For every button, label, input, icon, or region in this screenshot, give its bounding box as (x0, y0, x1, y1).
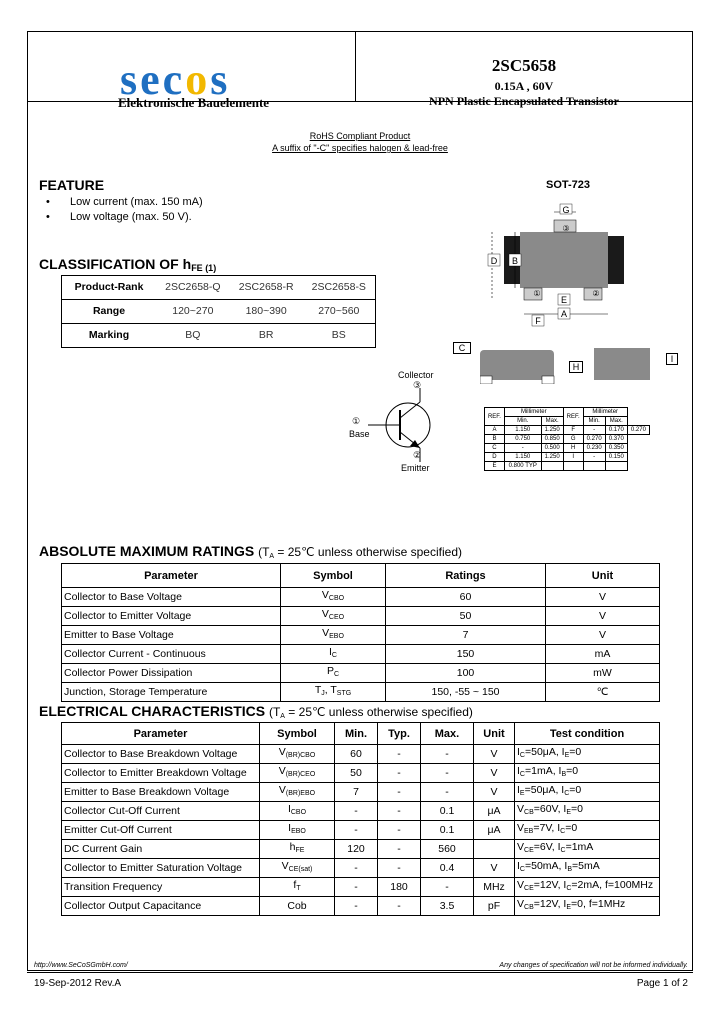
collector-label: Collector (398, 370, 434, 380)
elec-header-parameter: Parameter (62, 723, 260, 745)
dimension-row (485, 426, 650, 435)
collector-pin: ③ (413, 380, 422, 390)
elec-typ: - (378, 840, 421, 859)
elec-row (62, 802, 660, 821)
abs-unit: V (546, 626, 660, 645)
package-body-end (594, 348, 650, 380)
dimension-cell: 0.500 (541, 444, 563, 453)
dimension-row (485, 444, 650, 453)
dim-min-header: Min. (504, 417, 541, 426)
classification-cell: BR (258, 329, 274, 341)
elec-min: 60 (335, 745, 378, 764)
elec-param: Emitter Cut-Off Current (62, 821, 260, 840)
elec-param: Transition Frequency (62, 878, 260, 897)
dimension-cell: 0.850 (541, 435, 563, 444)
elec-min: - (335, 821, 378, 840)
elec-param: Collector to Emitter Breakdown Voltage (62, 764, 260, 783)
footer-divider (27, 972, 693, 973)
dimension-cell: 0.270 (627, 426, 649, 435)
elec-unit: V (474, 783, 515, 802)
dimension-cell: 0.150 (605, 453, 627, 462)
abs-symbol: $P_C$ (281, 664, 386, 683)
elec-row (62, 840, 660, 859)
dim-label-c: C (453, 342, 471, 354)
elec-symbol: Cob (260, 897, 335, 916)
elec-min: - (335, 897, 378, 916)
dimension-cell (541, 462, 563, 471)
elec-test-condition: $V_{CB}=60V$, $I_E=0$ (515, 802, 660, 821)
classification-cell: 2SC2658-S (311, 281, 366, 293)
elec-max: 560 (421, 840, 474, 859)
dimension-cell: 0.350 (605, 444, 627, 453)
abs-header-symbol: Symbol (281, 564, 386, 588)
elec-max: - (421, 764, 474, 783)
elec-param: DC Current Gain (62, 840, 260, 859)
pin-2-mark: ② (592, 289, 600, 298)
elec-symbol: $h_{FE}$ (260, 840, 335, 859)
elec-unit: μA (474, 802, 515, 821)
classification-row (62, 300, 376, 324)
dimension-cell: 0.370 (605, 435, 627, 444)
elec-typ: - (378, 821, 421, 840)
classification-row (62, 276, 376, 300)
elec-title: ELECTRICAL CHARACTERISTICS ($T_A$ = 25℃ unless otherwise specified) (39, 703, 473, 720)
elec-symbol: $V_{(BR)EBO}$ (260, 783, 335, 802)
package-label: SOT-723 (546, 179, 591, 191)
classification-title: CLASSIFICATION OF $h_{FE (1)}$ (39, 256, 217, 273)
elec-unit: V (474, 859, 515, 878)
elec-max: - (421, 745, 474, 764)
classification-cell: BQ (185, 329, 201, 341)
dimension-cell: - (583, 453, 605, 462)
company-logo: secos (120, 55, 231, 104)
dimension-cell: G (563, 435, 583, 444)
dim-label-i: I (666, 353, 678, 365)
classification-label: Marking (88, 329, 130, 341)
rohs-line-2: A suffix of "-C" specifies halogen & lead-free (272, 143, 448, 153)
dim-label-a: A (560, 309, 568, 319)
dimension-cell: I (563, 453, 583, 462)
abs-rating: 100 (386, 664, 546, 683)
elec-test-condition: $I_C=50mA$, $I_B=5mA$ (515, 859, 660, 878)
dimension-cell: C (485, 444, 505, 453)
feature-item-1: • Low current (max. 150 mA) (46, 196, 203, 208)
abs-unit: mW (546, 664, 660, 683)
base-label: Base (349, 429, 370, 439)
package-body-top (520, 232, 608, 288)
abs-unit: V (546, 607, 660, 626)
abs-param: Collector to Emitter Voltage (62, 607, 281, 626)
elec-min: 7 (335, 783, 378, 802)
elec-max: 0.4 (421, 859, 474, 878)
dim-label-g: G (562, 205, 570, 215)
elec-typ: - (378, 745, 421, 764)
abs-symbol: $V_{CEO}$ (281, 607, 386, 626)
elec-unit: pF (474, 897, 515, 916)
elec-typ: - (378, 764, 421, 783)
elec-max: 0.1 (421, 821, 474, 840)
elec-param: Collector to Emitter Saturation Voltage (62, 859, 260, 878)
elec-header-test-condition: Test condition (515, 723, 660, 745)
elec-min: 50 (335, 764, 378, 783)
abs-param: Emitter to Base Voltage (62, 626, 281, 645)
abs-rating: 7 (386, 626, 546, 645)
abs-max-row (62, 626, 660, 645)
package-body-side (480, 350, 554, 380)
dim-mm-header-2: Millimeter (583, 408, 627, 417)
abs-unit: V (546, 588, 660, 607)
abs-rating: 60 (386, 588, 546, 607)
dim-max-header-2: Max. (605, 417, 627, 426)
elec-symbol: $I_{CBO}$ (260, 802, 335, 821)
elec-typ: - (378, 783, 421, 802)
classification-cell: 2SC2658-Q (165, 281, 221, 293)
dimension-cell: 0.750 (504, 435, 541, 444)
elec-test-condition: $V_{CE}=12V$, $I_C=2mA$, f=100MHz (515, 878, 660, 897)
dim-label-e: E (560, 295, 568, 305)
elec-unit: V (474, 764, 515, 783)
elec-row (62, 821, 660, 840)
elec-test-condition: $I_E=50\mu A$, $I_C=0$ (515, 783, 660, 802)
elec-header-min: Min. (335, 723, 378, 745)
footer-date: 19-Sep-2012 Rev.A (34, 978, 122, 989)
footer-url[interactable]: http://www.SeCoSGmbH.com/ (34, 962, 128, 969)
rohs-line-1: RoHS Compliant Product (309, 131, 411, 141)
classification-cell: 270~560 (318, 305, 360, 317)
abs-header-unit: Unit (546, 564, 660, 588)
dim-label-b: B (511, 256, 519, 266)
classification-label: Range (92, 305, 126, 317)
elec-test-condition: $V_{CE}=6V$, $I_C=1mA$ (515, 840, 660, 859)
base-pin: ① (352, 416, 361, 426)
dimension-cell: B (485, 435, 505, 444)
dimension-cell: 1.250 (541, 453, 563, 462)
dim-ref-header-2: REF. (563, 408, 583, 426)
elec-param: Emitter to Base Breakdown Voltage (62, 783, 260, 802)
abs-symbol: $I_C$ (281, 645, 386, 664)
elec-symbol: $V_{CE(sat)}$ (260, 859, 335, 878)
elec-param: Collector Output Capacitance (62, 897, 260, 916)
elec-typ: 180 (378, 878, 421, 897)
elec-typ: - (378, 897, 421, 916)
elec-test-condition: $V_{EB}=7V$, $I_C=0$ (515, 821, 660, 840)
emitter-pin: ② (413, 450, 422, 460)
abs-max-row (62, 645, 660, 664)
classification-cell: 120~270 (172, 305, 214, 317)
part-description: NPN Plastic Encapsulated Transistor (429, 94, 619, 108)
abs-unit: mA (546, 645, 660, 664)
elec-param: Collector to Base Breakdown Voltage (62, 745, 260, 764)
package-outline-drawing (480, 198, 650, 384)
abs-max-row (62, 664, 660, 683)
elec-row (62, 764, 660, 783)
elec-test-condition: $V_{CB}=12V$, $I_E=0$, f=1MHz (515, 897, 660, 916)
part-rating: 0.15A , 60V (494, 79, 554, 93)
dimension-cell (563, 462, 583, 471)
dimension-table (484, 407, 650, 471)
abs-symbol: $V_{EBO}$ (281, 626, 386, 645)
elec-min: - (335, 878, 378, 897)
part-number: 2SC5658 (491, 56, 557, 75)
abs-unit: ℃ (546, 683, 660, 702)
abs-symbol: $V_{CBO}$ (281, 588, 386, 607)
abs-max-row (62, 607, 660, 626)
dimension-cell (605, 462, 627, 471)
dim-min-header-2: Min. (583, 417, 605, 426)
dimension-cell: 1.150 (504, 453, 541, 462)
dimension-cell: - (583, 426, 605, 435)
abs-rating: 150 (386, 645, 546, 664)
elec-header-unit: Unit (474, 723, 515, 745)
elec-max: - (421, 783, 474, 802)
abs-param: Collector Power Dissipation (62, 664, 281, 683)
pin-3-mark: ③ (562, 224, 570, 233)
dim-ref-header: REF. (485, 408, 505, 426)
dimension-cell: 0.170 (605, 426, 627, 435)
dimension-cell (583, 462, 605, 471)
elec-min: - (335, 859, 378, 878)
abs-header-parameter: Parameter (62, 564, 281, 588)
abs-header-ratings: Ratings (386, 564, 546, 588)
elec-min: - (335, 802, 378, 821)
emitter-label: Emitter (401, 463, 430, 473)
elec-typ: - (378, 859, 421, 878)
elec-row (62, 783, 660, 802)
dimension-cell: 0.230 (583, 444, 605, 453)
feature-item-2: • Low voltage (max. 50 V). (46, 211, 192, 223)
elec-header-symbol: Symbol (260, 723, 335, 745)
dim-label-f: F (535, 316, 541, 326)
dimension-cell: F (563, 426, 583, 435)
feature-title: FEATURE (39, 177, 105, 193)
elec-table (61, 722, 660, 916)
abs-param: Collector to Base Voltage (62, 588, 281, 607)
abs-max-row (62, 588, 660, 607)
elec-row (62, 745, 660, 764)
dimension-cell: 0.270 (583, 435, 605, 444)
elec-header-max: Max. (421, 723, 474, 745)
elec-test-condition: $I_C=1mA$, $I_B=0$ (515, 764, 660, 783)
dimension-cell: 1.250 (541, 426, 563, 435)
elec-unit: MHz (474, 878, 515, 897)
dim-label-d: D (490, 256, 498, 266)
dimension-row (485, 435, 650, 444)
dimension-cell: H (563, 444, 583, 453)
dim-mm-header: Millimeter (504, 408, 563, 417)
elec-symbol: $V_{(BR)CEO}$ (260, 764, 335, 783)
elec-test-condition: $I_C=50\mu A$, $I_E=0$ (515, 745, 660, 764)
elec-unit: μA (474, 821, 515, 840)
elec-unit (474, 840, 515, 859)
elec-row (62, 878, 660, 897)
dimension-row (485, 453, 650, 462)
elec-max: 3.5 (421, 897, 474, 916)
elec-typ: - (378, 802, 421, 821)
elec-symbol: $f_T$ (260, 878, 335, 897)
abs-param: Junction, Storage Temperature (62, 683, 281, 702)
abs-max-table (61, 563, 660, 702)
elec-unit: V (474, 745, 515, 764)
dimension-row (485, 462, 650, 471)
classification-cell: 2SC2658-R (238, 281, 294, 293)
pin-1-mark: ① (533, 289, 541, 298)
classification-cell: BS (331, 329, 346, 341)
dim-max-header: Max. (541, 417, 563, 426)
footer-page: Page 1 of 2 (636, 978, 688, 989)
abs-param: Collector Current - Continuous (62, 645, 281, 664)
dimension-cell: 0.800 TYP (504, 462, 541, 471)
package-lead-right (608, 236, 624, 284)
elec-symbol: $V_{(BR)CBO}$ (260, 745, 335, 764)
abs-max-title: ABSOLUTE MAXIMUM RATINGS ($T_A$ = 25℃ unless otherwise specified) (39, 543, 462, 560)
dimension-cell: E (485, 462, 505, 471)
elec-param: Collector Cut-Off Current (62, 802, 260, 821)
elec-min: 120 (335, 840, 378, 859)
elec-max: 0.1 (421, 802, 474, 821)
elec-row (62, 897, 660, 916)
elec-row (62, 859, 660, 878)
abs-max-row (62, 683, 660, 702)
company-name: Elektronische Bauelemente (118, 95, 270, 110)
classification-row (62, 324, 376, 348)
footer-notice: Any changes of specification will not be informed individually. (499, 962, 688, 969)
classification-cell: 180~390 (245, 305, 287, 317)
abs-rating: 50 (386, 607, 546, 626)
elec-header-typ: Typ. (378, 723, 421, 745)
elec-symbol: $I_{EBO}$ (260, 821, 335, 840)
dim-label-h: H (569, 361, 583, 373)
abs-symbol: $T_J$, $T_{STG}$ (281, 683, 386, 702)
classification-table (61, 275, 376, 348)
dimension-cell: 1.150 (504, 426, 541, 435)
classification-label: Product-Rank (74, 281, 144, 293)
elec-max: - (421, 878, 474, 897)
abs-rating: 150, -55 ~ 150 (386, 683, 546, 702)
dimension-cell: - (504, 444, 541, 453)
dimension-cell: D (485, 453, 505, 462)
dimension-cell: A (485, 426, 505, 435)
